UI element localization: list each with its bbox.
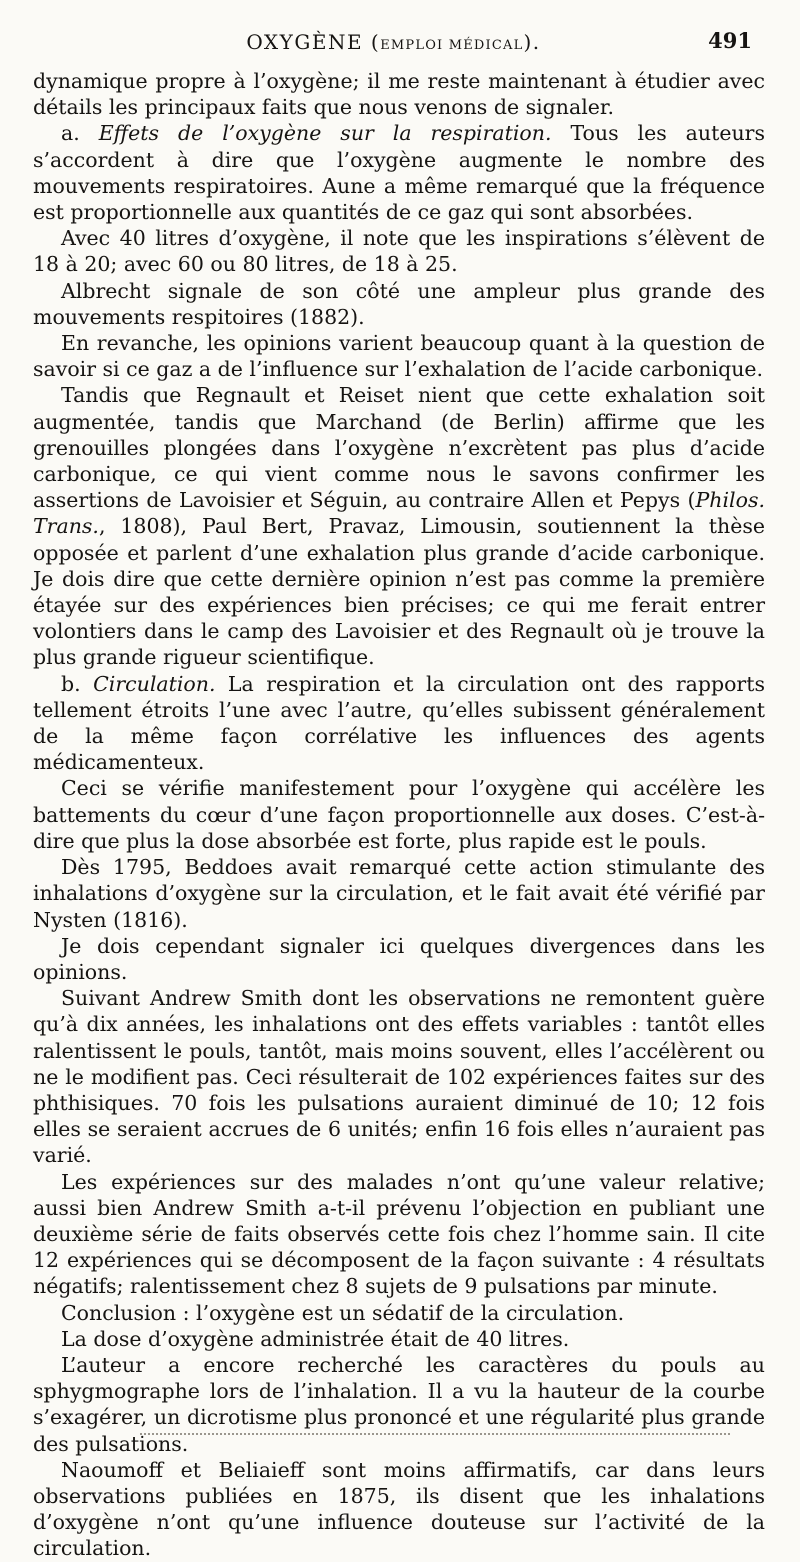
- text-run: L’auteur a encore recherché les caractères du pouls au sphygmographe lors de l’inhalation. Il a vu la hauteur de la courbe s’exagérer, un dicrotisme plus prononcé et une régularité plus grande des pulsations.: [33, 1352, 765, 1456]
- text-run: Suivant Andrew Smith dont les observations ne remontent guère qu’à dix années, les inhalations ont des effets variables : tantôt elles ralentissent le pouls, tantôt, mais moins souvent, elles l’accélèrent ou ne le modifient pas. Ceci résulterait de 102 expériences faites sur des phthisiques. 70 fois les pulsations auraient diminué de 10; 12 fois elles se seraient accrues de 6 unités; enfin 16 fois elles n’auraient pas varié.: [33, 986, 765, 1168]
- text-run: Avec 40 litres d’oxygène, il note que les inspirations s’élèvent de 18 à 20; avec 60 ou 80 litres, de 18 à 25.: [33, 226, 765, 277]
- text-run: La respiration et la circulation ont des rapports tellement étroits l’une avec l’autre, qu’elles subissent généralement de la même façon corrélative les influences des agents médicamenteux.: [33, 671, 765, 775]
- page-number: 491: [708, 28, 752, 53]
- italic-run: Circulation.: [93, 671, 216, 696]
- text-run: Naoumoff et Beliaieff sont moins affirmatifs, car dans leurs observations publiées en 1875, ils disent que les inhalations d’oxygène n’ont qu’une influence douteuse sur l’activité de la circulation.: [33, 1457, 765, 1561]
- text-run: a.: [61, 121, 99, 146]
- text-run: La dose d’oxygène administrée était de 40 litres.: [61, 1326, 570, 1351]
- text-run: En revanche, les opinions varient beaucoup quant à la question de savoir si ce gaz a de l’influence sur l’exhalation de l’acide carbonique.: [33, 331, 765, 382]
- paragraph: [33, 68, 765, 120]
- text-run: Ceci se vérifie manifestement pour l’oxygène qui accélère les battements du cœur d’une façon proportionnelle aux doses. C’est-à-dire que plus la dose absorbée est forte, plus rapide est le pouls.: [33, 776, 765, 853]
- paragraph: [33, 1457, 765, 1562]
- text-run: Conclusion : l’oxygène est un sédatif de la circulation.: [61, 1300, 625, 1325]
- text-run: Les expériences sur des malades n’ont qu’une valeur relative; aussi bien Andrew Smith a-t-il prévenu l’objection en publiant une deuxième série de faits observés cette fois chez l’homme sain. Il cite 12 expériences qui se décomposent de la façon suivante : 4 résultats négatifs; ralentissement chez 8 sujets de 9 pulsations par minute.: [33, 1169, 765, 1299]
- running-head: [35, 30, 752, 64]
- running-title: [35, 30, 752, 54]
- text-run: Tandis que Regnault et Reiset nient que cette exhalation soit augmentée, tandis que Marchand (de Berlin) affirme que les grenouilles plongées dans l’oxygène n’excrètent pas plus d’acide carbonique, ce qui vient comme nous le savons confirmer les assertions de Lavoisier et Séguin, au contraire Allen et Pepys (: [33, 383, 765, 513]
- paragraph: [33, 278, 765, 330]
- paragraph: [33, 854, 765, 933]
- italic-run: Effets de l’oxygène sur la respiration.: [98, 121, 552, 146]
- paragraph: [33, 120, 765, 225]
- text-run: Je dois cependant signaler ici quelques divergences dans les opinions.: [33, 933, 765, 984]
- paragraph: [33, 1300, 765, 1326]
- running-title-subtitle: EMPLOI MÉDICAL: [380, 38, 524, 53]
- text-run: Dès 1795, Beddoes avait remarqué cette action stimulante des inhalations d’oxygène sur la circulation, et le fait avait été vérifié par Nysten (1816).: [33, 855, 765, 932]
- body-text: [33, 68, 765, 1562]
- paragraph: [33, 330, 765, 382]
- text-run: b.: [61, 671, 94, 696]
- paragraph: [33, 775, 765, 854]
- paragraph: [33, 933, 765, 985]
- text-run: Albrecht signale de son côté une ampleur plus grande des mouvements respitoires (1882).: [33, 278, 765, 329]
- footer-rule: [140, 1433, 730, 1435]
- text-run: dynamique propre à l’oxygène; il me reste maintenant à étudier avec détails les principaux faits que nous venons de signaler.: [33, 69, 765, 120]
- running-title-paren-open: (: [370, 30, 381, 54]
- paragraph: [33, 1352, 765, 1457]
- paragraph: [33, 671, 765, 776]
- running-title-main: OXYGÈNE: [246, 30, 364, 54]
- paragraph: [33, 1326, 765, 1352]
- running-title-paren-close: ).: [523, 30, 541, 54]
- italic-run: Philos. Trans.: [33, 488, 765, 539]
- text-run: Tous les auteurs s’accordent à dire que l’oxygène augmente le nombre des mouvements respiratoires. Aune a même remarqué que la fréquence est proportionnelle aux quantités de ce gaz qui sont absorbées.: [33, 121, 765, 225]
- paragraph: [33, 985, 765, 1168]
- paragraph: [33, 1169, 765, 1300]
- paragraph: [33, 225, 765, 277]
- paragraph: [33, 382, 765, 670]
- text-run: , 1808), Paul Bert, Pravaz, Limousin, soutiennent la thèse opposée et parlent d’une exhalation plus grande d’acide carbonique. Je dois dire que cette dernière opinion n’est pas comme la première étayée sur des expériences bien précises; ce qui me ferait entrer volontiers dans le camp des Lavoisier et des Regnault où je trouve la plus grande rigueur scientifique.: [33, 514, 765, 670]
